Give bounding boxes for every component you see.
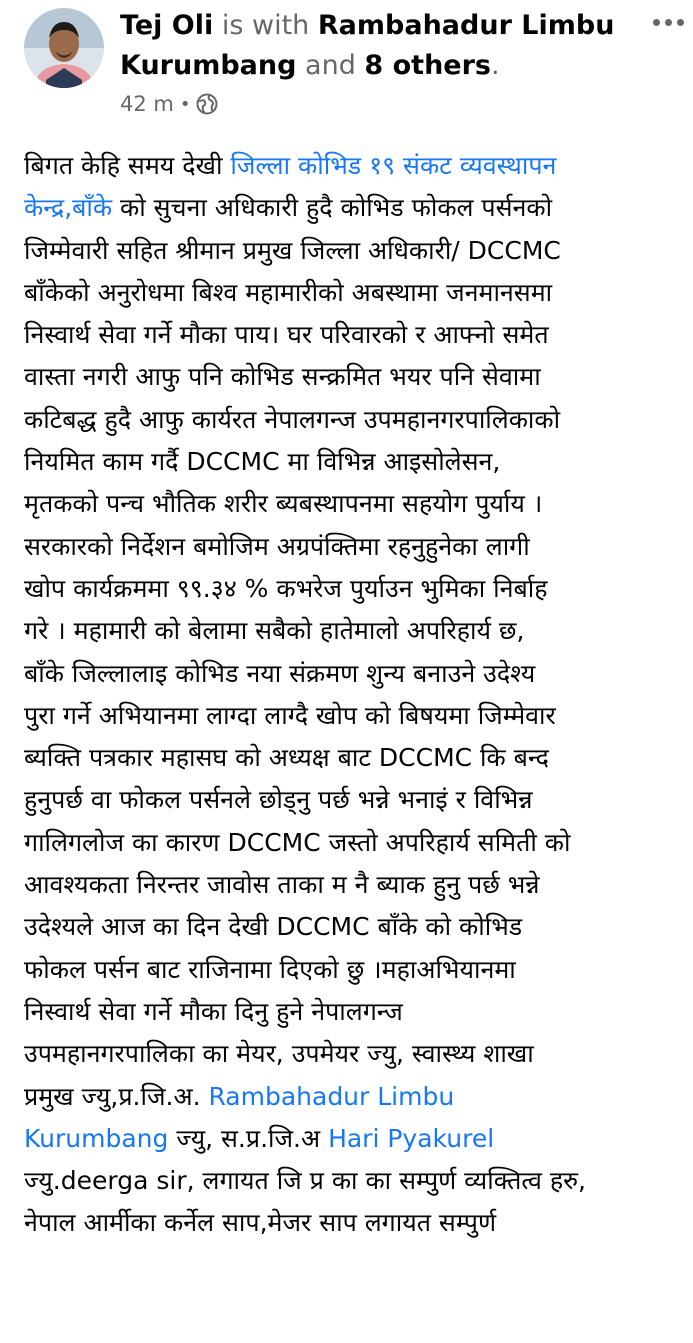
body-line: हुनुपर्छ वा फोकल पर्सनले छोड्नु पर्छ भन्ने भनाइं र विभिन्न bbox=[24, 785, 533, 815]
author-name[interactable]: Tej Oli bbox=[120, 10, 214, 41]
post-meta bbox=[120, 88, 218, 120]
body-text: को सुचना अधिकारी हुदै कोभिड फोकल पर्सनको bbox=[112, 193, 553, 223]
post-header bbox=[0, 0, 693, 130]
globe-icon[interactable] bbox=[196, 93, 218, 115]
body-text: ज्यु, स.प्र.जि.अ bbox=[168, 1123, 329, 1153]
body-line bbox=[24, 1118, 689, 1160]
more-dot bbox=[677, 19, 684, 26]
post-body bbox=[24, 145, 689, 1245]
with-text: is with bbox=[221, 10, 310, 41]
body-line: जिम्मेवारी सहित श्रीमान प्रमुख जिल्ला अधिकारी/ DCCMC bbox=[24, 235, 561, 265]
body-text: प्रमुख ज्यु,प्र.जि.अ. bbox=[24, 1081, 209, 1111]
body-line: निस्वार्थ सेवा गर्ने मौका दिनु हुने नेपालगन्ज bbox=[24, 996, 403, 1026]
avatar[interactable] bbox=[24, 8, 104, 88]
body-line: गालिगलोज का कारण DCCMC जस्तो अपरिहार्य समिती को bbox=[24, 827, 571, 857]
timestamp[interactable]: 42 m bbox=[120, 92, 174, 116]
body-line: बाँके जिल्लालाइ कोभिड नया संक्रमण शुन्य बनाउने उदेश्य bbox=[24, 658, 536, 688]
body-line: आवश्यकता निरन्तर जावोस ताका म नै ब्याक हुनु पर्छ भन्ने bbox=[24, 870, 540, 900]
mention-hari-pyakurel[interactable]: Hari Pyakurel bbox=[328, 1123, 495, 1153]
body-line: ब्यक्ति पत्रकार महासघ को अध्यक्ष बाट DCCMC कि बन्द bbox=[24, 743, 549, 773]
mention-rambahadur[interactable]: Rambahadur Limbu bbox=[208, 1081, 455, 1111]
period: . bbox=[490, 50, 500, 81]
more-dot bbox=[665, 19, 672, 26]
more-dot bbox=[653, 19, 660, 26]
body-line: फोकल पर्सन बाट राजिनामा दिएको छु ।महाअभियानमा bbox=[24, 954, 516, 984]
and-text: and bbox=[305, 50, 356, 81]
body-line: नियमित काम गर्दै DCCMC मा विभिन्न आइसोलेसन, bbox=[24, 447, 501, 477]
body-line bbox=[24, 145, 689, 187]
body-line: वास्ता नगरी आफु पनि कोभिड सन्क्रमित भयर पनि सेवामा bbox=[24, 362, 541, 392]
body-line: ज्यु.deerga sir, लगायत जि प्र का का सम्पुर्ण व्यक्तित्व हरु, bbox=[24, 1166, 586, 1196]
body-line: सरकारको निर्देशन बमोजिम अग्रपंक्तिमा रहनुहुनेका लागी bbox=[24, 531, 530, 561]
tagged-others[interactable]: 8 others bbox=[364, 50, 491, 81]
body-line bbox=[24, 187, 689, 229]
body-line: कटिबद्ध हुदै आफु कार्यरत नेपालगन्ज उपमहानगरपालिकाको bbox=[24, 404, 561, 434]
page-link-dccmc-cont[interactable]: केन्द्र,बाँके bbox=[24, 193, 113, 223]
body-line: खोप कार्यक्रममा ९९.३४ % कभरेज पुर्याउन भुमिका निर्बाह bbox=[24, 573, 548, 603]
body-line: गरे । महामारी को बेलामा सबैको हातेमालो अपरिहार्य छ, bbox=[24, 616, 525, 646]
body-line: निस्वार्थ सेवा गर्ने मौका पाय। घर परिवारको र आफ्नो समेत bbox=[24, 320, 549, 350]
body-text: बिगत केहि समय देखी bbox=[24, 151, 231, 180]
mention-rambahadur-cont[interactable]: Kurumbang bbox=[24, 1123, 169, 1153]
body-line: उपमहानगरपालिका का मेयर, उपमेयर ज्यु, स्वास्थ्य शाखा bbox=[24, 1039, 534, 1069]
tagged-user[interactable]: Rambahadur Limbu Kurumbang bbox=[120, 10, 615, 81]
post-title bbox=[120, 6, 640, 86]
separator-dot: • bbox=[179, 93, 191, 115]
page-link-dccmc[interactable]: जिल्ला कोभिड १९ संकट व्यवस्थापन bbox=[230, 151, 557, 180]
more-options-icon[interactable] bbox=[646, 10, 690, 34]
body-line: उदेश्यले आज का दिन देखी DCCMC बाँके को कोभिड bbox=[24, 912, 523, 942]
body-line bbox=[24, 1076, 689, 1118]
body-line: बाँकेको अनुरोधमा बिश्व महामारीको अबस्थामा जनमानसमा bbox=[24, 277, 553, 307]
body-line: नेपाल आर्मीका कर्नेल साप,मेजर साप लगायत सम्पुर्ण bbox=[24, 1208, 497, 1238]
body-line: मृतकको पन्च भौतिक शरीर ब्यबस्थापनमा सहयोग पुर्याय । bbox=[24, 489, 543, 519]
avatar-photo bbox=[24, 8, 104, 88]
body-line: पुरा गर्ने अभियानमा लाग्दा लाग्दै खोप को बिषयमा जिम्मेवार bbox=[24, 700, 556, 730]
